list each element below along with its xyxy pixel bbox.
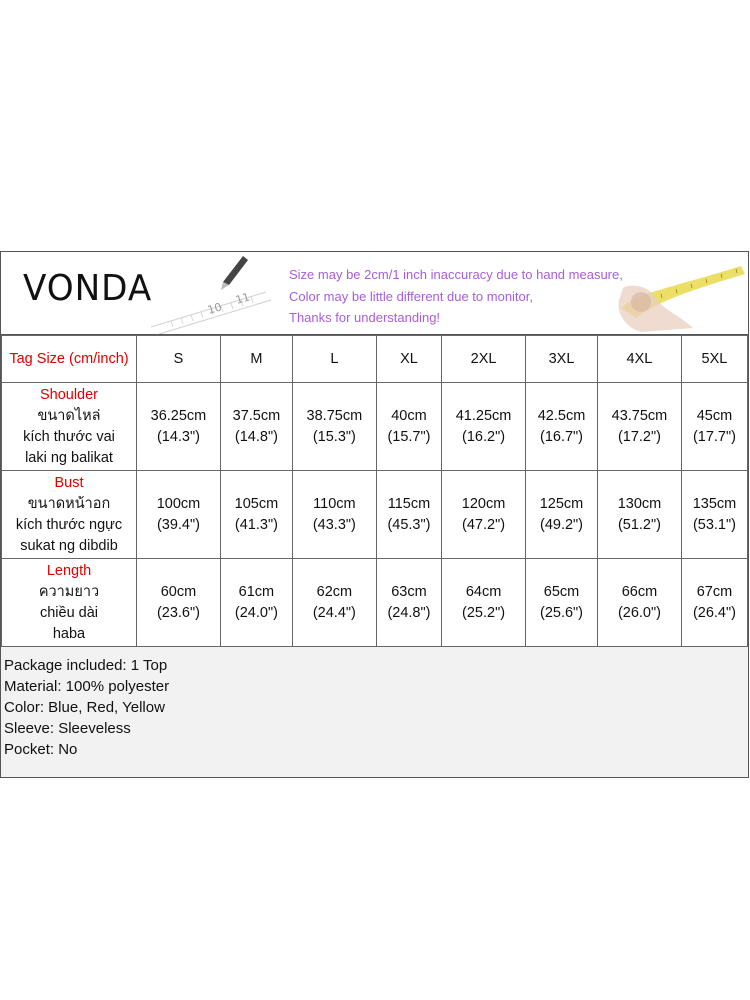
row-translation: haba <box>52 625 86 642</box>
measuring-tape-icon <box>601 258 746 332</box>
length-row <box>2 559 748 647</box>
shoulder-row <box>2 383 748 471</box>
size-col-header: 2XL <box>442 336 526 383</box>
row-title: Bust <box>54 474 84 491</box>
table-cell: 62cm (24.4") <box>292 559 376 647</box>
tag-size-label: Tag Size (cm/inch) <box>2 336 137 383</box>
detail-line: Sleeve: Sleeveless <box>4 720 131 737</box>
note-line: Color may be little different due to monitor, <box>289 288 533 304</box>
table-cell: 125cm (49.2") <box>526 471 598 559</box>
detail-line: Package included: 1 Top <box>4 657 168 674</box>
size-col-header: 3XL <box>526 336 598 383</box>
table-cell: 37.5cm (14.8") <box>220 383 292 471</box>
table-cell: 38.75cm (15.3") <box>292 383 376 471</box>
table-cell: 110cm (43.3") <box>292 471 376 559</box>
row-translation: laki ng balikat <box>25 449 113 466</box>
table-cell: 120cm (47.2") <box>442 471 526 559</box>
row-label-bust <box>2 471 137 559</box>
table-cell: 65cm (25.6") <box>526 559 598 647</box>
row-translation: kích thước ngực <box>15 516 123 533</box>
note-line: Thanks for understanding! <box>289 310 441 325</box>
size-col-header: M <box>220 336 292 383</box>
row-translation: ความยาว <box>38 583 100 600</box>
row-title: Shoulder <box>39 386 99 403</box>
svg-text:11: 11 <box>234 290 252 307</box>
product-details <box>1 646 748 777</box>
table-cell: 130cm (51.2") <box>598 471 682 559</box>
size-header-row <box>2 336 748 383</box>
table-cell: 105cm (41.3") <box>220 471 292 559</box>
size-chart <box>0 251 749 778</box>
size-col-header: 5XL <box>681 336 747 383</box>
table-cell: 67cm (26.4") <box>681 559 747 647</box>
size-col-header: XL <box>376 336 441 383</box>
size-table <box>1 335 748 647</box>
row-translation: ขนาดไหล่ <box>37 407 101 424</box>
size-col-header: 4XL <box>598 336 682 383</box>
detail-line: Material: 100% polyester <box>4 678 170 695</box>
table-cell: 66cm (26.0") <box>598 559 682 647</box>
table-cell: 40cm (15.7") <box>376 383 441 471</box>
table-cell: 43.75cm (17.2") <box>598 383 682 471</box>
chart-header <box>1 252 748 335</box>
detail-line: Pocket: No <box>4 741 78 758</box>
table-cell: 61cm (24.0") <box>220 559 292 647</box>
table-cell: 64cm (25.2") <box>442 559 526 647</box>
table-cell: 41.25cm (16.2") <box>442 383 526 471</box>
table-cell: 42.5cm (16.7") <box>526 383 598 471</box>
detail-line: Color: Blue, Red, Yellow <box>4 699 165 716</box>
row-translation: sukat ng dibdib <box>20 537 118 554</box>
pencil-ruler-icon <box>151 252 271 335</box>
table-cell: 36.25cm (14.3") <box>137 383 221 471</box>
row-label-shoulder <box>2 383 137 471</box>
size-col-header: L <box>292 336 376 383</box>
brand-logo: VONDA <box>23 268 153 309</box>
table-cell: 45cm (17.7") <box>681 383 747 471</box>
note-line: Size may be 2cm/1 inch inaccuracy due to hand measure, <box>289 267 623 282</box>
table-cell: 100cm (39.4") <box>137 471 221 559</box>
row-translation: chiều dài <box>39 604 99 621</box>
measurement-notes <box>289 264 623 329</box>
row-translation: ขนาดหน้าอก <box>27 495 111 512</box>
svg-text:10: 10 <box>206 300 224 317</box>
size-col-header: S <box>137 336 221 383</box>
row-label-length <box>2 559 137 647</box>
row-translation: kích thước vai <box>23 428 115 445</box>
table-cell: 60cm (23.6") <box>137 559 221 647</box>
row-title: Length <box>46 562 92 579</box>
bust-row <box>2 471 748 559</box>
table-cell: 135cm (53.1") <box>681 471 747 559</box>
table-cell: 115cm (45.3") <box>376 471 441 559</box>
table-cell: 63cm (24.8") <box>376 559 441 647</box>
